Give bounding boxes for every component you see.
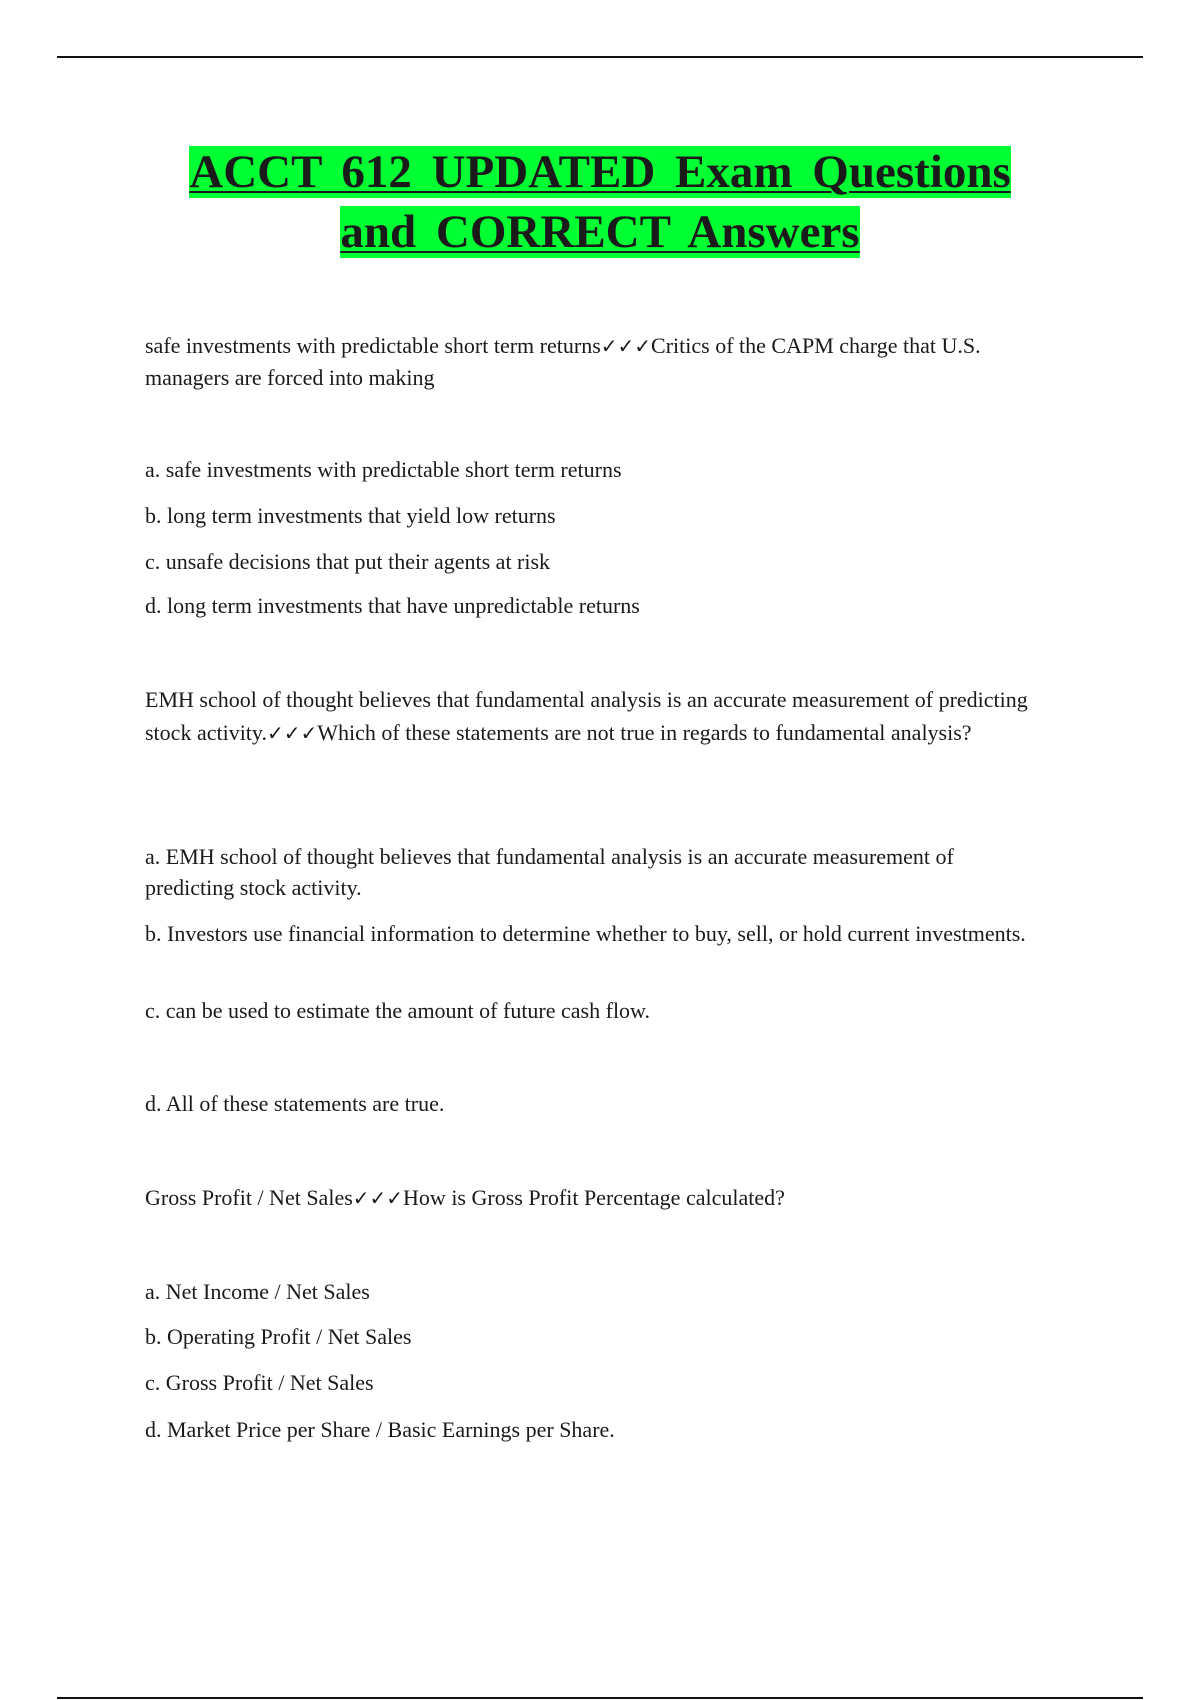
question-1 [145,330,1045,393]
question-2-option-d: d. All of these statements are true. [145,1091,445,1116]
question-3-option-b: b. Operating Profit / Net Sales [145,1324,412,1349]
checkmark-icon: ✓✓✓ [600,334,652,358]
checkmark-icon: ✓✓✓ [352,1186,404,1210]
question-2-option-a: a. EMH school of thought believes that fundamental analysis is an accurate measurement of predicting stock activity. [145,844,954,900]
question-2 [145,683,1045,750]
title-line-2: and CORRECT Answers [340,206,860,258]
question-2-option-b: b. Investors use financial information to determine whether to buy, sell, or hold current investments. [145,921,1026,946]
question-3-option-a: a. Net Income / Net Sales [145,1279,370,1304]
question-1-option-c: c. unsafe decisions that put their agents at risk [145,549,551,574]
question-2-option-c: c. can be used to estimate the amount of future cash flow. [145,998,651,1023]
question-1-answer: safe investments with predictable short term returns [145,333,601,358]
question-3-option-d: d. Market Price per Share / Basic Earnings per Share. [145,1417,615,1442]
document-title [100,142,1100,262]
question-3-text: How is Gross Profit Percentage calculated? [403,1185,785,1210]
question-1-option-a: a. safe investments with predictable short term returns [145,457,622,482]
bottom-rule [57,1697,1143,1699]
question-3 [145,1182,1045,1214]
question-2-text: Which of these statements are not true in regards to fundamental analysis? [317,720,972,745]
top-rule [57,56,1143,58]
question-1-option-d: d. long term investments that have unpredictable returns [145,593,640,618]
question-3-answer: Gross Profit / Net Sales [145,1185,353,1210]
question-1-text: Critics of the CAPM charge that U.S. managers are forced into making [145,333,981,390]
question-3-option-c: c. Gross Profit / Net Sales [145,1370,374,1395]
checkmark-icon: ✓✓✓ [267,721,318,745]
question-1-option-b: b. long term investments that yield low returns [145,503,556,528]
question-2-answer: EMH school of thought believes that fundamental analysis is an accurate measurement of predicting stock activity. [145,687,1028,745]
title-line-1: ACCT 612 UPDATED Exam Questions [189,146,1011,198]
